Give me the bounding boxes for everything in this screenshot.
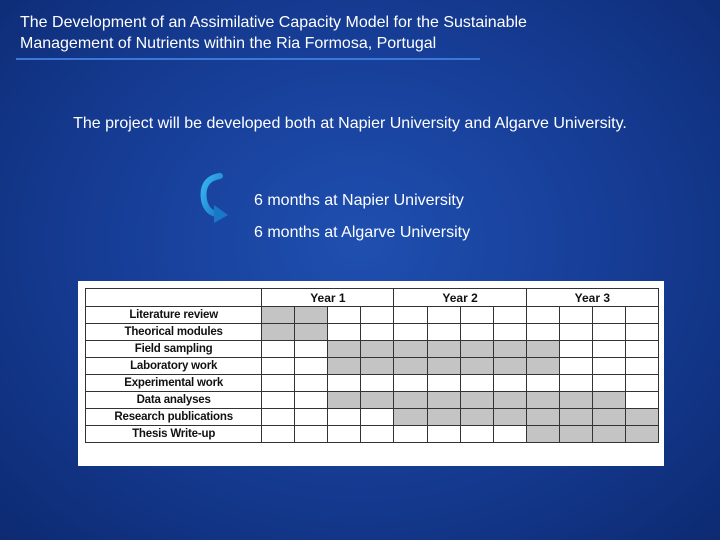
gantt-bar-cell <box>328 392 361 409</box>
gantt-empty-cell <box>328 409 361 426</box>
gantt-empty-cell <box>427 307 460 324</box>
task-label: Thesis Write-up <box>86 426 262 443</box>
gantt-empty-cell <box>394 426 427 443</box>
gantt-empty-cell <box>361 307 394 324</box>
gantt-header-row <box>86 289 659 307</box>
task-label: Data analyses <box>86 392 262 409</box>
gantt-empty-cell <box>526 375 559 392</box>
title-underline <box>16 58 480 60</box>
gantt-bar-cell <box>526 409 559 426</box>
gantt-empty-cell <box>460 426 493 443</box>
gantt-corner <box>86 289 262 307</box>
gantt-chart <box>78 281 664 466</box>
gantt-empty-cell <box>262 358 295 375</box>
gantt-bar-cell <box>262 324 295 341</box>
gantt-empty-cell <box>361 426 394 443</box>
task-label: Experimental work <box>86 375 262 392</box>
task-row <box>86 375 659 392</box>
task-row <box>86 426 659 443</box>
gantt-bar-cell <box>295 307 328 324</box>
gantt-bar-cell <box>361 392 394 409</box>
gantt-empty-cell <box>295 426 328 443</box>
gantt-empty-cell <box>625 392 658 409</box>
task-row <box>86 358 659 375</box>
task-label: Literature review <box>86 307 262 324</box>
gantt-bar-cell <box>592 409 625 426</box>
gantt-empty-cell <box>592 307 625 324</box>
slide-title: The Development of an Assimilative Capacity Model for the Sustainable Management of Nutrients within the Ria Formosa, Portugal <box>20 14 527 52</box>
cycle-arrow-icon <box>196 172 230 224</box>
gantt-empty-cell <box>394 324 427 341</box>
gantt-empty-cell <box>493 307 526 324</box>
gantt-empty-cell <box>262 392 295 409</box>
gantt-empty-cell <box>361 324 394 341</box>
year-header: Year 3 <box>526 289 658 307</box>
gantt-empty-cell <box>625 358 658 375</box>
gantt-empty-cell <box>559 358 592 375</box>
gantt-bar-cell <box>460 358 493 375</box>
gantt-bar-cell <box>460 341 493 358</box>
gantt-empty-cell <box>559 324 592 341</box>
gantt-bar-cell <box>460 409 493 426</box>
gantt-empty-cell <box>427 324 460 341</box>
gantt-empty-cell <box>493 324 526 341</box>
gantt-empty-cell <box>460 375 493 392</box>
gantt-bar-cell <box>427 409 460 426</box>
gantt-empty-cell <box>625 307 658 324</box>
gantt-bar-cell <box>625 426 658 443</box>
gantt-bar-cell <box>460 392 493 409</box>
gantt-empty-cell <box>295 341 328 358</box>
gantt-bar-cell <box>361 358 394 375</box>
gantt-empty-cell <box>592 375 625 392</box>
gantt-empty-cell <box>559 307 592 324</box>
gantt-empty-cell <box>394 307 427 324</box>
gantt-bar-cell <box>526 341 559 358</box>
gantt-bar-cell <box>295 324 328 341</box>
gantt-empty-cell <box>526 324 559 341</box>
intro-text: The project will be developed both at Napier University and Algarve University. <box>73 115 627 132</box>
gantt-bar-cell <box>361 341 394 358</box>
gantt-empty-cell <box>559 341 592 358</box>
gantt-bar-cell <box>427 392 460 409</box>
gantt-empty-cell <box>295 358 328 375</box>
task-row <box>86 324 659 341</box>
task-row <box>86 392 659 409</box>
gantt-bar-cell <box>394 358 427 375</box>
gantt-bar-cell <box>328 341 361 358</box>
gantt-empty-cell <box>592 324 625 341</box>
gantt-empty-cell <box>295 392 328 409</box>
gantt-empty-cell <box>427 426 460 443</box>
task-label: Research publications <box>86 409 262 426</box>
gantt-bar-cell <box>262 307 295 324</box>
gantt-empty-cell <box>328 375 361 392</box>
gantt-empty-cell <box>625 324 658 341</box>
gantt-bar-cell <box>493 409 526 426</box>
gantt-bar-cell <box>427 341 460 358</box>
task-label: Laboratory work <box>86 358 262 375</box>
gantt-bar-cell <box>394 409 427 426</box>
gantt-empty-cell <box>625 375 658 392</box>
gantt-empty-cell <box>262 375 295 392</box>
gantt-empty-cell <box>625 341 658 358</box>
gantt-bar-cell <box>592 426 625 443</box>
gantt-empty-cell <box>427 375 460 392</box>
gantt-bar-cell <box>592 392 625 409</box>
gantt-bar-cell <box>427 358 460 375</box>
gantt-empty-cell <box>394 375 427 392</box>
task-row <box>86 307 659 324</box>
task-label: Field sampling <box>86 341 262 358</box>
gantt-bar-cell <box>559 392 592 409</box>
gantt-empty-cell <box>592 358 625 375</box>
gantt-empty-cell <box>592 341 625 358</box>
gantt-bar-cell <box>625 409 658 426</box>
gantt-empty-cell <box>493 426 526 443</box>
gantt-bar-cell <box>493 341 526 358</box>
gantt-empty-cell <box>262 409 295 426</box>
gantt-bar-cell <box>394 341 427 358</box>
gantt-empty-cell <box>493 375 526 392</box>
gantt-empty-cell <box>328 324 361 341</box>
year-header: Year 2 <box>394 289 526 307</box>
gantt-table <box>85 288 659 443</box>
gantt-bar-cell <box>526 358 559 375</box>
gantt-empty-cell <box>460 307 493 324</box>
period-algarve: 6 months at Algarve University <box>254 224 471 241</box>
task-label: Theorical modules <box>86 324 262 341</box>
task-row <box>86 409 659 426</box>
gantt-empty-cell <box>361 375 394 392</box>
gantt-empty-cell <box>328 426 361 443</box>
gantt-empty-cell <box>295 375 328 392</box>
gantt-bar-cell <box>493 392 526 409</box>
gantt-bar-cell <box>559 426 592 443</box>
gantt-empty-cell <box>460 324 493 341</box>
gantt-bar-cell <box>394 392 427 409</box>
gantt-empty-cell <box>361 409 394 426</box>
gantt-empty-cell <box>526 307 559 324</box>
gantt-bar-cell <box>559 409 592 426</box>
year-header: Year 1 <box>262 289 394 307</box>
gantt-empty-cell <box>262 341 295 358</box>
gantt-bar-cell <box>328 358 361 375</box>
period-napier: 6 months at Napier University <box>254 192 464 209</box>
task-row <box>86 341 659 358</box>
gantt-bar-cell <box>526 426 559 443</box>
gantt-empty-cell <box>262 426 295 443</box>
gantt-empty-cell <box>328 307 361 324</box>
gantt-bar-cell <box>493 358 526 375</box>
gantt-empty-cell <box>295 409 328 426</box>
gantt-empty-cell <box>559 375 592 392</box>
gantt-bar-cell <box>526 392 559 409</box>
